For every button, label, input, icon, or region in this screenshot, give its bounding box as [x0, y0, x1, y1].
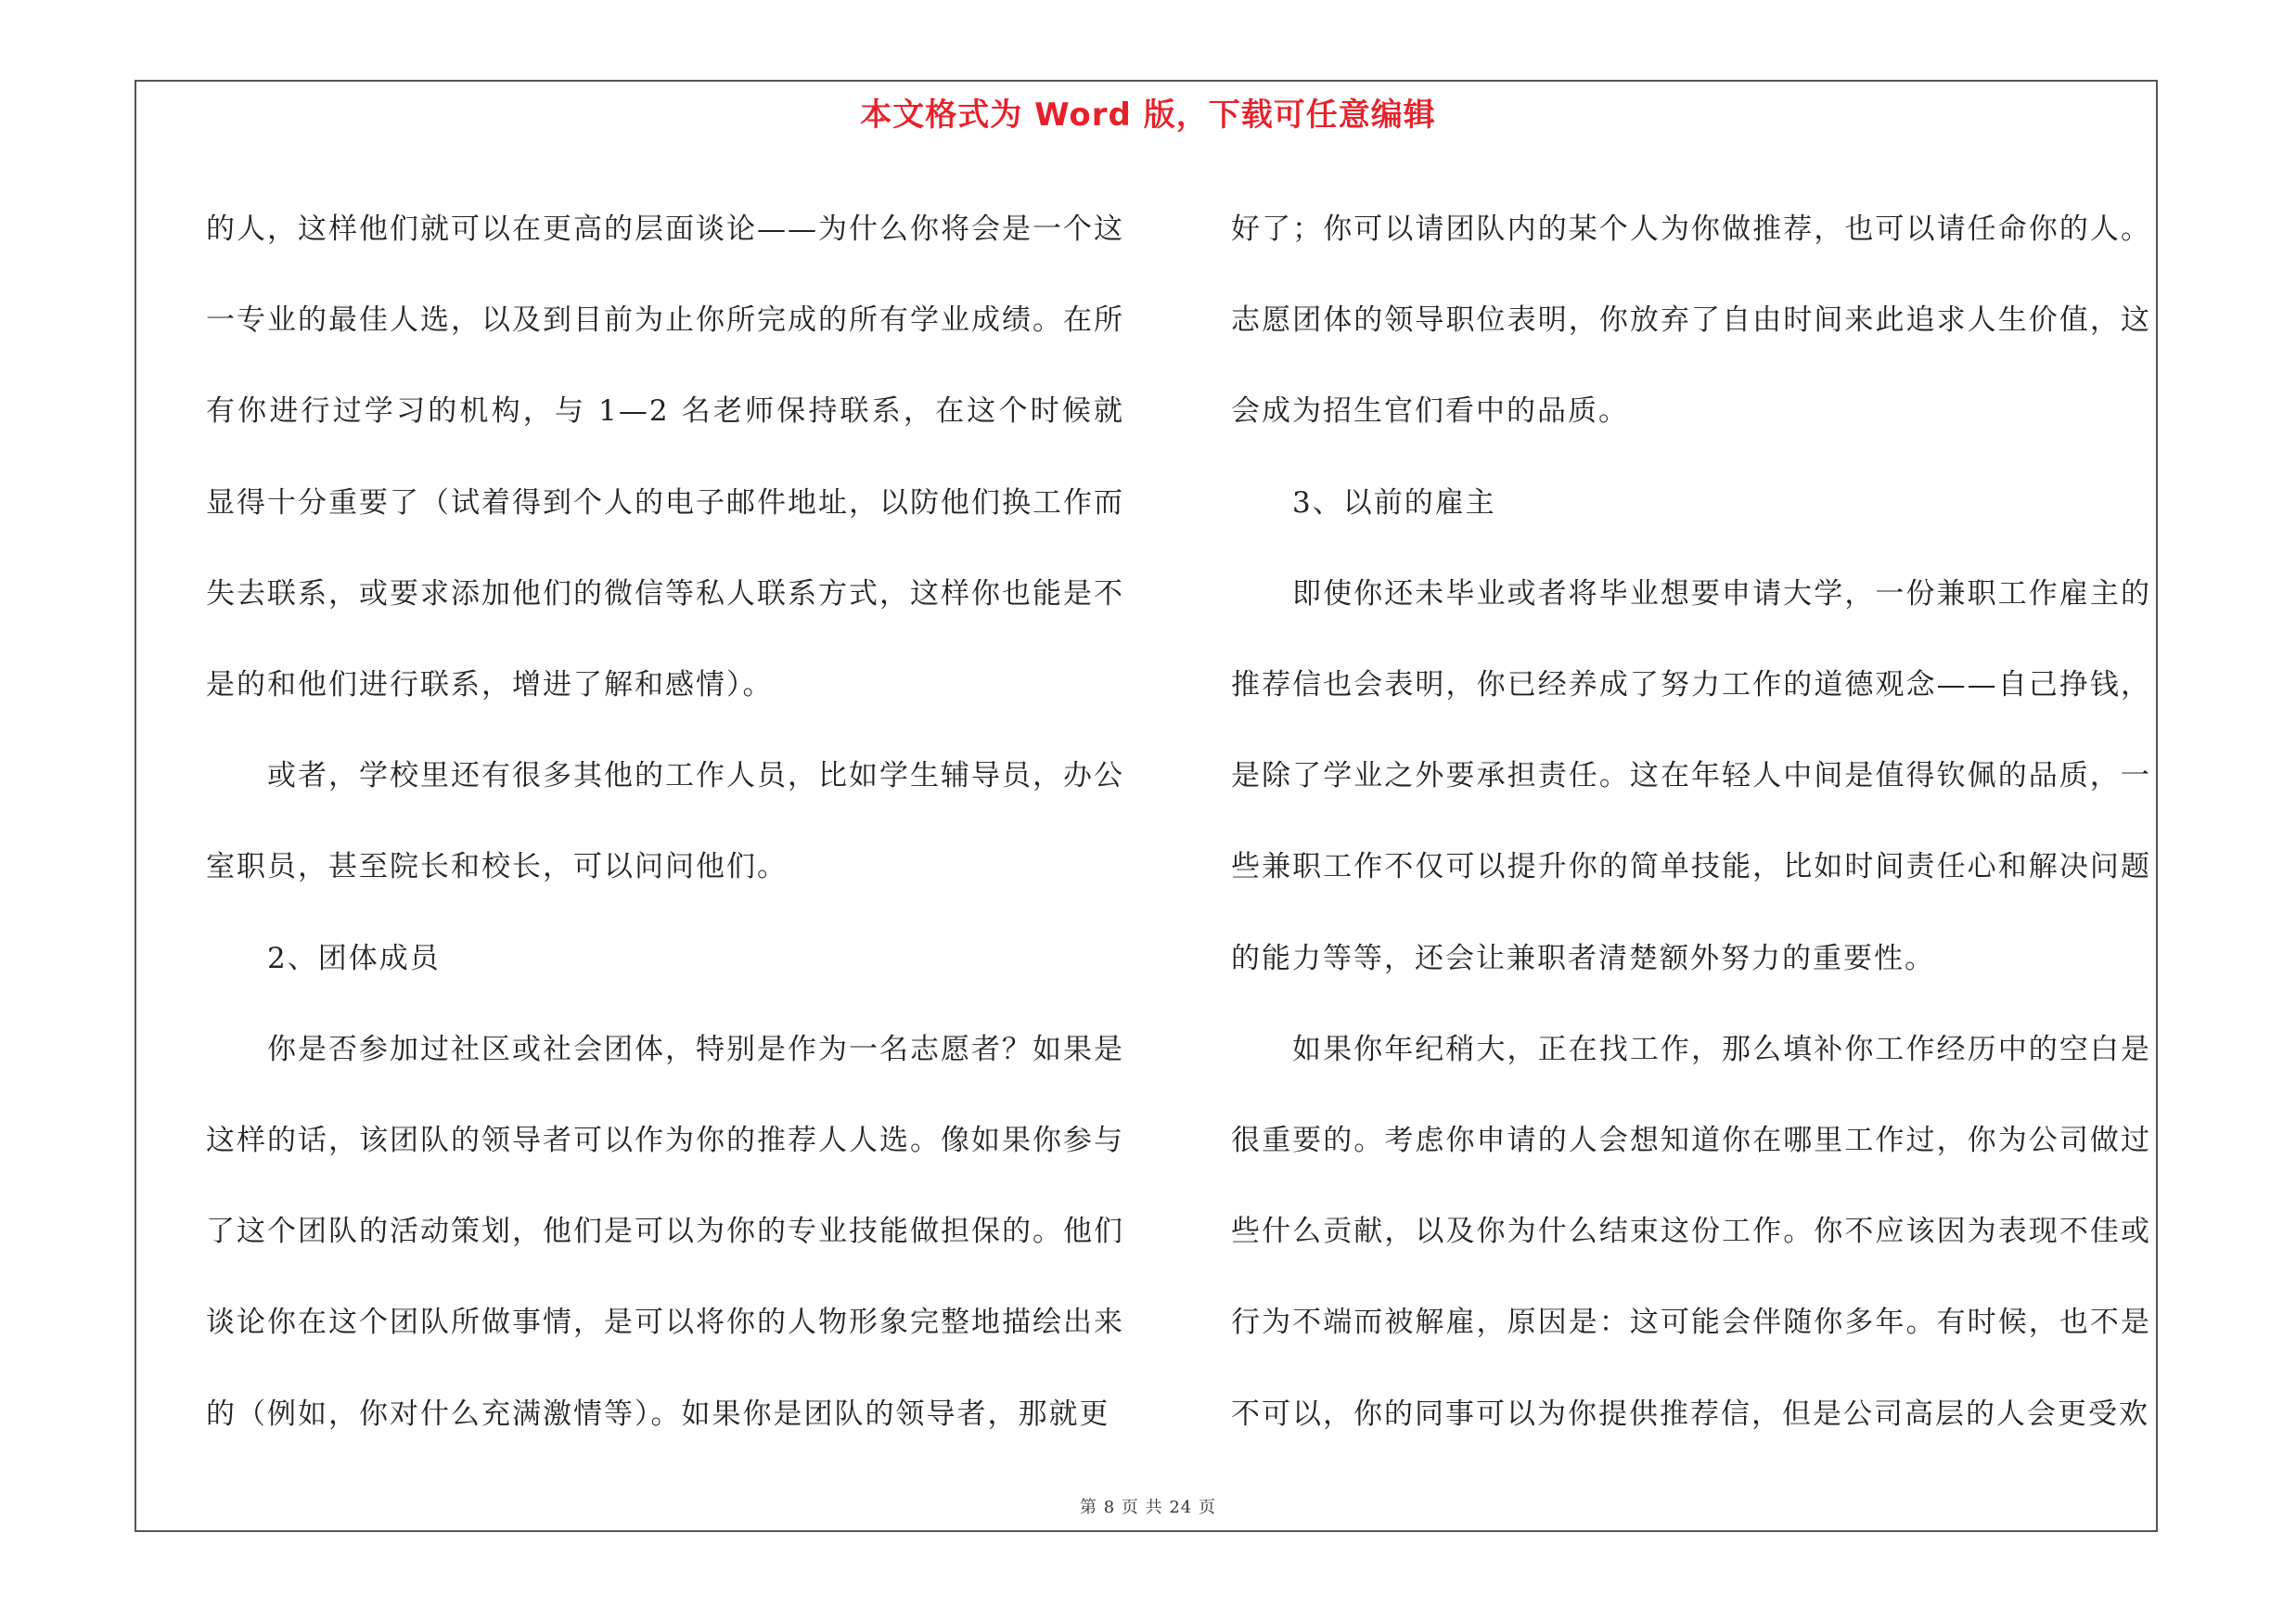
paragraph: 你是否参加过社区或社会团体，特别是作为一名志愿者？如果是这样的话，该团队的领导者可以作为你的推荐人人选。像如果你参与了这个团队的活动策划，他们是可以为你的专业技能做担保的。他们谈论你在这个团队所做事情，是可以将你的人物形象完整地描绘出来的（例如，你对什么充满激情等）。如果你是团队的领导者，那就更	[206, 1032, 1124, 1431]
paragraph: 即使你还未毕业或者将毕业想要申请大学，一份兼职工作雇主的推荐信也会表明，你已经养成了努力工作的道德观念——自己挣钱，是除了学业之外要承担责任。这在年轻人中间是值得钦佩的品质，一些兼职工作不仅可以提升你的简单技能，比如时间责任心和解决问题的能力等等，还会让兼职者清楚额外努力的重要性。	[1231, 576, 2151, 975]
right-column	[1231, 184, 2151, 1460]
section-heading: 2、团体成员	[267, 941, 441, 975]
paragraph: 的人，这样他们就可以在更高的层面谈论——为什么你将会是一个这一专业的最佳人选，以及到目前为止你所完成的所有学业成绩。在所有你进行过学习的机构，与 1—2 名老师保持联系，在这个时候就显得十分重要了（试着得到个人的电子邮件地址，以防他们换工作而失去联系，或要求添加他们的微信等私人联系方式，这样你也能是不是的和他们进行联系，增进了解和感情）。	[206, 213, 1124, 702]
paragraph: 好了；你可以请团队内的某个人为你做推荐，也可以请任命你的人。志愿团体的领导职位表明，你放弃了自由时间来此追求人生价值，这会成为招生官们看中的品质。	[1231, 213, 2151, 429]
paragraph: 如果你年纪稍大，正在找工作，那么填补你工作经历中的空白是很重要的。考虑你申请的人会想知道你在哪里工作过，你为公司做过些什么贡献，以及你为什么结束这份工作。你不应该因为表现不佳或行为不端而被解雇，原因是：这可能会伴随你多年。有时候，也不是不可以，你的同事可以为你提供推荐信，但是公司高层的人会更受欢	[1231, 1032, 2151, 1431]
left-column	[206, 184, 1124, 1460]
paragraph: 或者，学校里还有很多其他的工作人员，比如学生辅导员，办公室职员，甚至院长和校长，可以问问他们。	[206, 759, 1124, 884]
format-banner: 本文格式为 Word 版，下载可任意编辑	[860, 97, 1436, 134]
page-number: 第 8 页 共 24 页	[1080, 1498, 1216, 1517]
section-heading: 3、以前的雇主	[1292, 485, 1496, 520]
